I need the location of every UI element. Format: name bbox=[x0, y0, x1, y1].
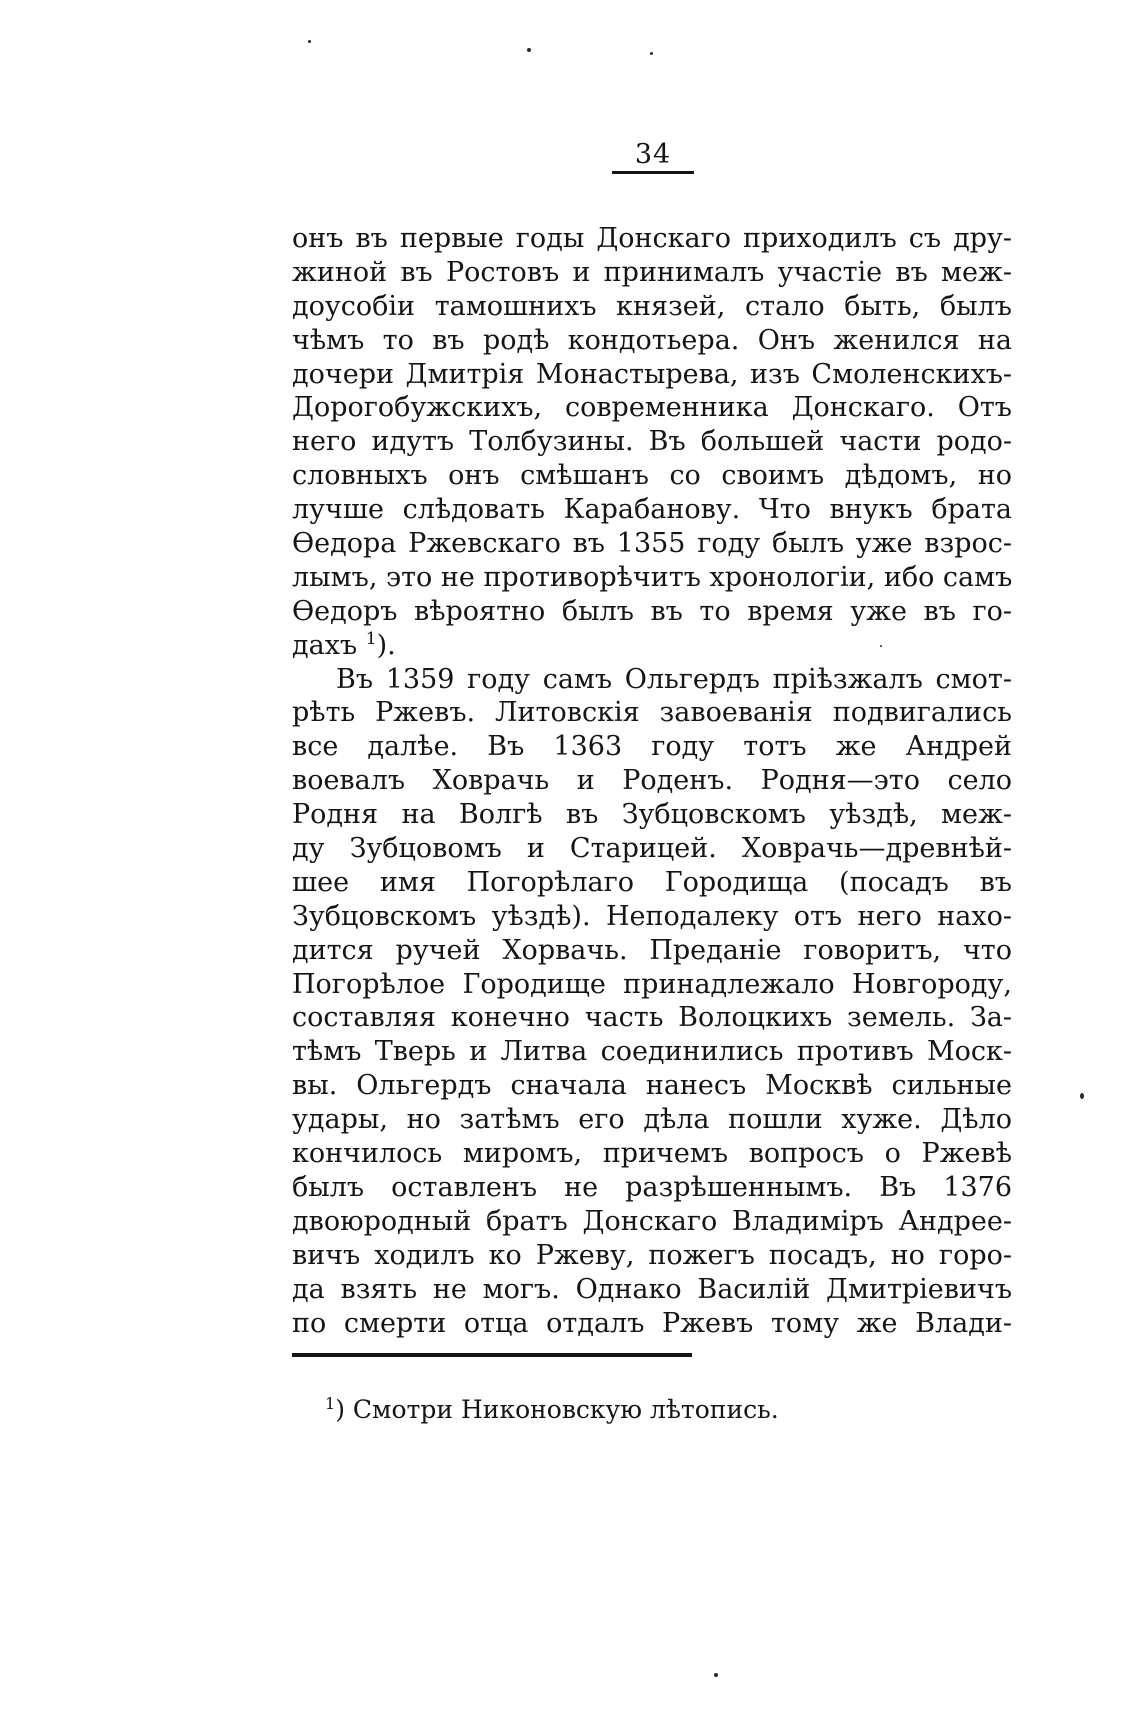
text-line: словныхъ онъ смѣшанъ со своимъ дѣдомъ, но bbox=[292, 460, 1012, 492]
footnote-reference[interactable]: 1 bbox=[365, 628, 377, 649]
text-line: Зубцовскомъ уѣздѣ). Неподалеку отъ него нахо- bbox=[292, 900, 1012, 932]
text-line: тѣмъ Тверь и Литва соединились противъ Моск- bbox=[292, 1036, 1012, 1068]
text-line: онъ въ первые годы Донскаго приходилъ съ дру- bbox=[292, 223, 1012, 254]
text-line: дится ручей Хорвачь. Преданіе говоритъ, что bbox=[292, 934, 1012, 966]
text-line: ду Зубцовомъ и Старицей. Ховрачь—древнѣй- bbox=[292, 833, 1012, 865]
text-line: лымъ, это не противорѣчитъ хронологіи, ибо самъ bbox=[292, 561, 1012, 593]
page-number: 34 bbox=[634, 139, 672, 170]
text-line: удары, но затѣмъ его дѣла пошли хуже. Дѣло bbox=[292, 1104, 1012, 1136]
footnote bbox=[325, 1393, 779, 1427]
text-line: воевалъ Ховрачь и Роденъ. Родня—это село bbox=[292, 765, 1012, 797]
text-fragment: дахъ bbox=[292, 629, 358, 661]
text-line-last bbox=[292, 629, 1012, 663]
footnote-reference-close: ). bbox=[376, 629, 396, 661]
text-line: по смерти отца отдалъ Ржевъ тому же Влади- bbox=[292, 1307, 1012, 1339]
text-line: рѣть Ржевъ. Литовскія завоеванія подвигались bbox=[292, 697, 1012, 729]
text-line: чѣмъ то въ родѣ кондотьера. Онъ женился на bbox=[292, 324, 1012, 356]
scan-speck bbox=[1080, 1093, 1084, 1099]
text-line: Родня на Волгѣ въ Зубцовскомъ уѣздѣ, меж- bbox=[292, 799, 1012, 831]
footnote-text: Смотри Никоновскую лѣтопись. bbox=[352, 1395, 779, 1424]
text-line: вы. Ольгердъ сначала нанесъ Москвѣ сильные bbox=[292, 1070, 1012, 1102]
footnote-marker-close: ) bbox=[335, 1395, 345, 1424]
footnote-separator bbox=[292, 1353, 692, 1357]
text-line: да взять не могъ. Однако Василій Дмитріевичъ bbox=[292, 1273, 1012, 1305]
text-line: дочери Дмитрія Монастырева, изъ Смоленскихъ- bbox=[292, 358, 1012, 390]
text-line: былъ оставленъ не разрѣшеннымъ. Въ 1376 bbox=[292, 1171, 1012, 1203]
text-line: вичъ ходилъ ко Ржеву, пожегъ посадъ, но горо- bbox=[292, 1239, 1012, 1271]
text-line-indented: Въ 1359 году самъ Ольгердъ пріѣзжалъ смот- bbox=[336, 663, 1012, 695]
text-line: шее имя Погорѣлаго Городища (посадъ въ bbox=[292, 866, 1012, 898]
scan-speck bbox=[650, 52, 653, 55]
text-line: двоюродный братъ Донскаго Владиміръ Андрее- bbox=[292, 1205, 1012, 1237]
footnote-marker: 1 bbox=[325, 1394, 336, 1413]
text-line: составляя конечно часть Волоцкихъ земель. За- bbox=[292, 1002, 1012, 1034]
text-line: все далѣе. Въ 1363 году тотъ же Андрей bbox=[292, 731, 1012, 763]
text-line: лучше слѣдовать Карабанову. Что внукъ брата bbox=[292, 494, 1012, 526]
text-line: кончилось миромъ, причемъ вопросъ о Ржевѣ bbox=[292, 1138, 1012, 1170]
text-line: Погорѣлое Городище принадлежало Новгороду, bbox=[292, 968, 1012, 1000]
text-line: него идутъ Толбузины. Въ большей части родо- bbox=[292, 426, 1012, 458]
text-line: Ѳедоръ вѣроятно былъ въ то время уже въ го- bbox=[292, 595, 1012, 627]
page-number-underline bbox=[612, 171, 694, 174]
scan-speck bbox=[880, 645, 882, 647]
text-line: Дорогобужскихъ, современника Донскаго. Отъ bbox=[292, 392, 1012, 424]
text-line: Ѳедора Ржевскаго въ 1355 году былъ уже взрос- bbox=[292, 528, 1012, 560]
text-line: доусобіи тамошнихъ князей, стало быть, былъ bbox=[292, 290, 1012, 322]
scan-speck bbox=[527, 48, 531, 52]
main-text bbox=[292, 222, 1012, 1340]
scan-speck bbox=[714, 1673, 718, 1677]
text-line: жиной въ Ростовъ и принималъ участіе въ меж- bbox=[292, 256, 1012, 288]
scan-speck bbox=[308, 40, 311, 43]
